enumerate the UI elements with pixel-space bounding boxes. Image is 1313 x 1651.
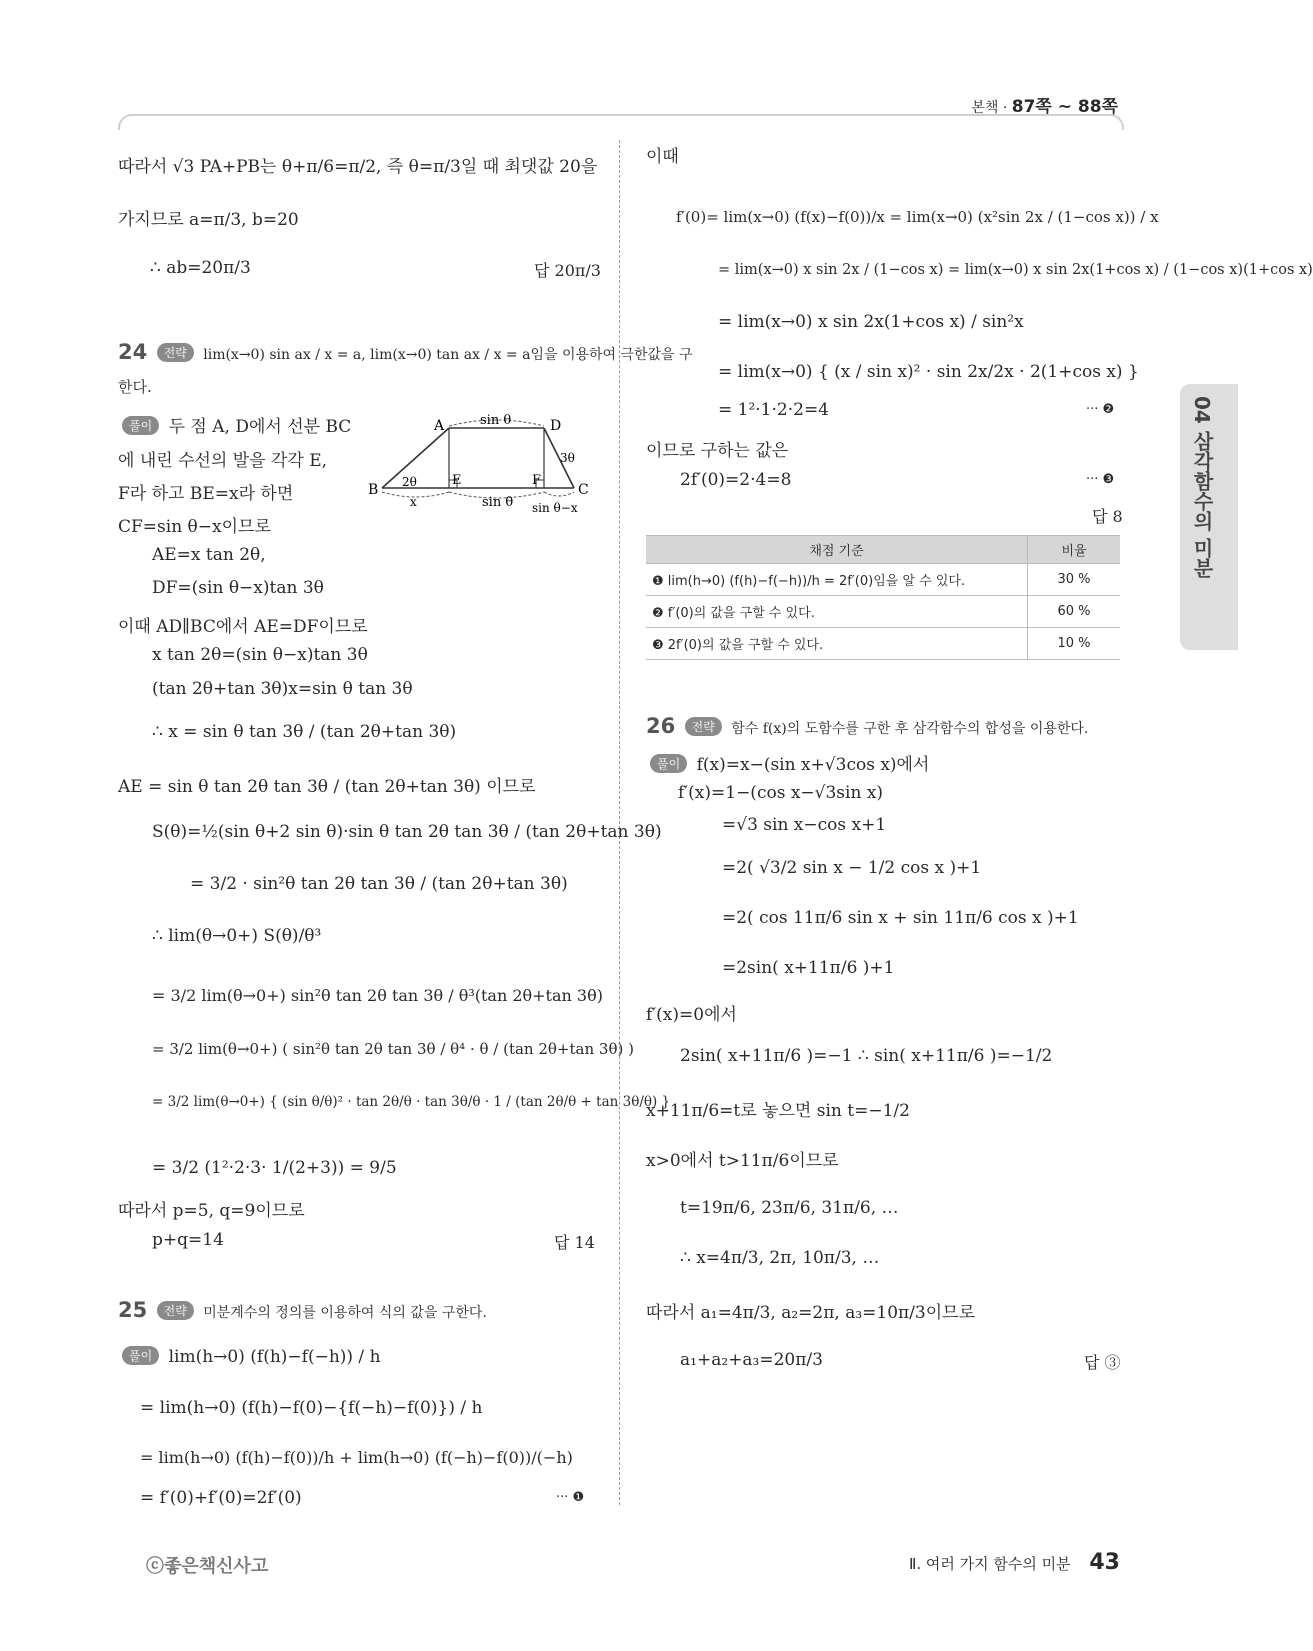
solution-line: = 3/2 lim(θ→0+) { (sin θ/θ)² · tan 2θ/θ · tan 3θ/θ · 1 / (tan 2θ/θ + tan 3θ/θ) } [152, 1094, 671, 1110]
strategy-text: 미분계수의 정의를 이용하여 식의 값을 구한다. [203, 1305, 487, 1321]
publisher-logo: ⓒ좋은책신사고 [146, 1556, 269, 1577]
solution-line: = 3/2 lim(θ→0+) sin²θ tan 2θ tan 3θ / θ³(tan 2θ+tan 3θ) [152, 986, 603, 1005]
text-line: = 1²·1·2·2=4 [718, 400, 829, 420]
solution-line: 따라서 p=5, q=9이므로 [118, 1201, 305, 1221]
solution-line: 따라서 a₁=4π/3, a₂=2π, a₃=10π/3이므로 [646, 1303, 976, 1323]
page-number: 43 [1089, 1550, 1120, 1575]
text-line: 이때 [646, 147, 679, 167]
solution-line: CF=sin θ−x이므로 [118, 517, 271, 537]
solution-line [118, 1346, 381, 1367]
problem-number: 26 [646, 714, 676, 738]
table-row [646, 596, 1120, 628]
label-bottom: sin θ [482, 495, 514, 510]
label-b: B [368, 482, 379, 498]
table-cell-criteria: ❷ f′(0)의 값을 구할 수 있다. [646, 596, 1028, 628]
problem-24-header [118, 340, 693, 364]
text-line: = lim(x→0) x sin 2x(1+cos x) / sin²x [718, 312, 1024, 332]
side-tab-label: 04 삼각함수의 미분 [1190, 396, 1214, 578]
answer-23: 답 20π/3 [534, 261, 601, 280]
strategy-text: 함수 f(x)의 도함수를 구한 후 삼각함수의 합성을 이용한다. [731, 721, 1089, 737]
solution-line: S(θ)=½(sin θ+2 sin θ)·sin θ tan 2θ tan 3θ / (tan 2θ+tan 3θ) [152, 822, 662, 842]
problem-number: 24 [118, 340, 148, 364]
solution-line: DF=(sin θ−x)tan 3θ [152, 578, 324, 598]
solution-line: AE=x tan 2θ, [152, 545, 266, 565]
solution-line: = lim(h→0) (f(h)−f(0))/h + lim(h→0) (f(−h)−f(0))/(−h) [140, 1448, 573, 1467]
text-line: 이므로 구하는 값은 [646, 441, 789, 461]
solution-line: p+q=14 [152, 1230, 224, 1250]
solution-line: t=19π/6, 23π/6, 31π/6, … [680, 1198, 899, 1218]
solution-line: x+11π/6=t로 놓으면 sin t=−1/2 [646, 1101, 910, 1121]
strategy-text-cont: 한다. [118, 378, 152, 396]
solution-line: 2sin( x+11π/6 )=−1 ∴ sin( x+11π/6 )=−1/2 [680, 1046, 1053, 1066]
table-cell-ratio: 60 % [1028, 596, 1121, 628]
trapezoid-figure [364, 412, 596, 515]
solution-text: f(x)=x−(sin x+√3cos x)에서 [696, 755, 930, 775]
table-header-criteria: 채점 기준 [646, 536, 1028, 564]
top-rule [118, 114, 1124, 130]
label-top: sin θ [480, 413, 512, 428]
answer-25: 답 8 [1092, 507, 1123, 526]
side-tab [1180, 384, 1238, 650]
solution-text: 두 점 A, D에서 선분 BC [168, 417, 352, 437]
label-angle-c: 3θ [560, 451, 575, 465]
solution-line: x>0에서 t>11π/6이므로 [646, 1151, 839, 1171]
solution-line: f′(x)=0에서 [646, 1005, 737, 1025]
solution-line: a₁+a₂+a₃=20π/3 [680, 1350, 823, 1370]
text-line: 따라서 √3 PA+PB는 θ+π/6=π/2, 즉 θ=π/3일 때 최댓값 20을 [118, 157, 598, 177]
label-d: D [550, 418, 562, 434]
grading-table [646, 535, 1120, 660]
label-f: F [532, 473, 542, 488]
solution-line: 에 내린 수선의 발을 각각 E, [118, 451, 328, 471]
footer-chapter [909, 1550, 1120, 1575]
solution-line: = 3/2 lim(θ→0+) ( sin²θ tan 2θ tan 3θ / θ⁴ · θ / (tan 2θ+tan 3θ) ) [152, 1040, 634, 1058]
header-pages: 87쪽 ~ 88쪽 [1011, 97, 1118, 117]
text-line: = lim(x→0) { (x / sin x)² · sin 2x/2x · 2(1+cos x) } [718, 362, 1139, 382]
solution-line: ∴ lim(θ→0+) S(θ)/θ³ [152, 926, 322, 946]
label-cf: sin θ−x [532, 501, 578, 515]
solution-line: (tan 2θ+tan 3θ)x=sin θ tan 3θ [152, 679, 413, 699]
problem-number: 25 [118, 1298, 148, 1322]
strategy-tag: 전략 [157, 343, 194, 362]
label-e: E [452, 473, 462, 488]
solution-line: 이때 AD∥BC에서 AE=DF이므로 [118, 617, 368, 637]
chapter-title: Ⅱ. 여러 가지 함수의 미분 [908, 1555, 1071, 1573]
answer-24: 답 14 [554, 1233, 595, 1252]
step-mark-2: ··· ❷ [1086, 402, 1115, 417]
solution-line [646, 750, 929, 775]
strategy-text: lim(x→0) sin ax / x = a, lim(x→0) tan ax / x = a임을 이용하여 극한값을 구 [203, 347, 693, 363]
table-header-ratio: 비율 [1028, 536, 1121, 564]
solution-tag: 풀이 [122, 416, 159, 435]
text-line: ∴ ab=20π/3 [150, 258, 251, 278]
header-prefix: 본책 · [971, 100, 1008, 116]
label-c: C [578, 482, 589, 498]
table-cell-criteria: ❶ lim(h→0) (f(h)−f(−h))/h = 2f′(0)임을 알 수 있다. [646, 564, 1028, 596]
solution-line: = f′(0)+f′(0)=2f′(0) [140, 1488, 302, 1508]
solution-line: f′(x)=1−(cos x−√3sin x) [678, 783, 884, 803]
solution-tag: 풀이 [122, 1346, 159, 1365]
text-line: f′(0)= lim(x→0) (f(x)−f(0))/x = lim(x→0) (x²sin 2x / (1−cos x)) / x [676, 208, 1159, 226]
solution-line: =√3 sin x−cos x+1 [722, 815, 887, 835]
problem-26-header [646, 714, 1088, 738]
text-line: 가지므로 a=π/3, b=20 [118, 210, 299, 230]
step-mark-3: ··· ❸ [1086, 472, 1115, 487]
solution-line: = lim(h→0) (f(h)−f(0)−{f(−h)−f(0)}) / h [140, 1398, 483, 1418]
step-mark-1: ··· ❶ [556, 1490, 585, 1505]
solution-line: ∴ x = sin θ tan 3θ / (tan 2θ+tan 3θ) [152, 722, 457, 742]
solution-line: AE = sin θ tan 2θ tan 3θ / (tan 2θ+tan 3θ) 이므로 [118, 777, 536, 797]
solution-line [118, 412, 351, 437]
solution-line: =2( cos 11π/6 sin x + sin 11π/6 cos x )+1 [722, 908, 1079, 928]
solution-line: x tan 2θ=(sin θ−x)tan 3θ [152, 645, 368, 665]
solution-text: lim(h→0) (f(h)−f(−h)) / h [168, 1347, 381, 1367]
text-line: 2f′(0)=2·4=8 [680, 470, 792, 490]
table-cell-ratio: 30 % [1028, 564, 1121, 596]
solution-line: =2( √3/2 sin x − 1/2 cos x )+1 [722, 858, 982, 878]
table-cell-ratio: 10 % [1028, 628, 1121, 660]
table-row [646, 564, 1120, 596]
label-a: A [434, 418, 445, 434]
solution-line: = 3/2 (1²·2·3· 1/(2+3)) = 9/5 [152, 1158, 397, 1178]
table-header-row [646, 536, 1120, 564]
table-row [646, 628, 1120, 660]
problem-25-header [118, 1298, 487, 1322]
label-angle-b: 2θ [402, 475, 417, 489]
text-line: = lim(x→0) x sin 2x / (1−cos x) = lim(x→0) x sin 2x(1+cos x) / (1−cos x)(1+cos x) [718, 262, 1313, 278]
answer-26: 답 ③ [1084, 1353, 1121, 1372]
solution-line: = 3/2 · sin²θ tan 2θ tan 3θ / (tan 2θ+tan 3θ) [190, 874, 568, 894]
solution-tag: 풀이 [650, 754, 687, 773]
solution-line: =2sin( x+11π/6 )+1 [722, 958, 895, 978]
label-x: x [410, 495, 417, 509]
strategy-tag: 전략 [157, 1301, 194, 1320]
table-cell-criteria: ❸ 2f′(0)의 값을 구할 수 있다. [646, 628, 1028, 660]
solution-line: F라 하고 BE=x라 하면 [118, 484, 294, 504]
solution-line: ∴ x=4π/3, 2π, 10π/3, … [680, 1248, 880, 1268]
strategy-tag: 전략 [685, 717, 722, 736]
